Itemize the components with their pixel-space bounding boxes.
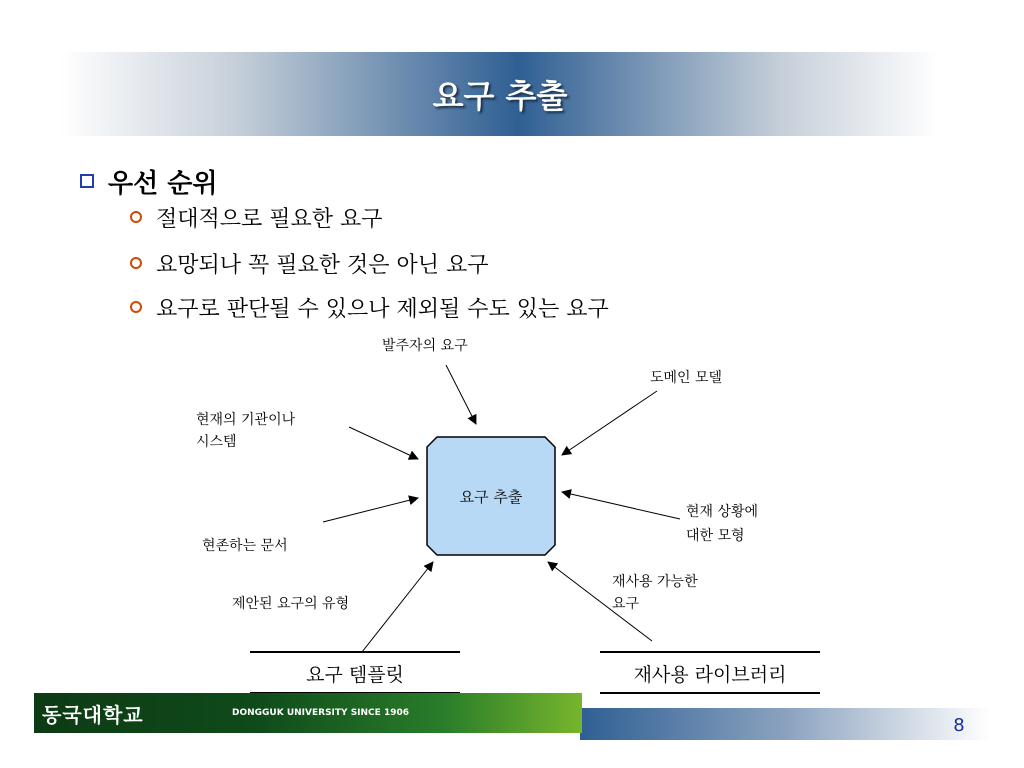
label-client: 발주자의 요구 [382,338,468,354]
label-reuse-2: 요구 [612,596,640,612]
label-excluded: 제안된 요구의 유형 [232,596,350,612]
label-reuse-1: 재사용 가능한 [612,574,698,590]
footer-green-bar [34,693,582,733]
page-number: 8 [953,714,965,736]
arrow-current-system [349,427,418,459]
label-current-system-1: 현재의 기관이나 [196,412,296,428]
slide-title: 요구 추출 [432,77,568,115]
university-logo: 동국대학교 [42,702,144,727]
arrow-domain [562,391,657,455]
label-library: 재사용 라이브러리 [633,663,787,686]
label-template: 요구 템플릿 [306,663,404,686]
arrow-client [446,365,476,424]
arrow-excluded [362,562,433,652]
label-current-system-2: 시스템 [196,434,237,450]
sub-bullet-text: 요구로 판단될 수 있으나 제외될 수도 있는 요구 [156,296,609,322]
label-domain: 도메인 모델 [650,370,723,386]
center-box-label: 요구 추출 [459,488,523,506]
sub-bullet-text: 요망되나 꼭 필요한 것은 아닌 요구 [156,252,489,278]
arrow-docs [323,498,418,522]
label-situation-1: 현재 상황에 [686,504,759,520]
university-name: DONGGUK UNIVERSITY SINCE 1906 [232,708,409,718]
main-bullet-text: 우선 순위 [108,168,218,199]
arrow-situation [562,492,680,519]
label-docs: 현존하는 문서 [202,538,288,554]
sub-bullet-text: 절대적으로 필요한 요구 [156,206,383,232]
footer-blue-bar [580,708,990,740]
label-situation-2: 대한 모형 [686,528,745,544]
